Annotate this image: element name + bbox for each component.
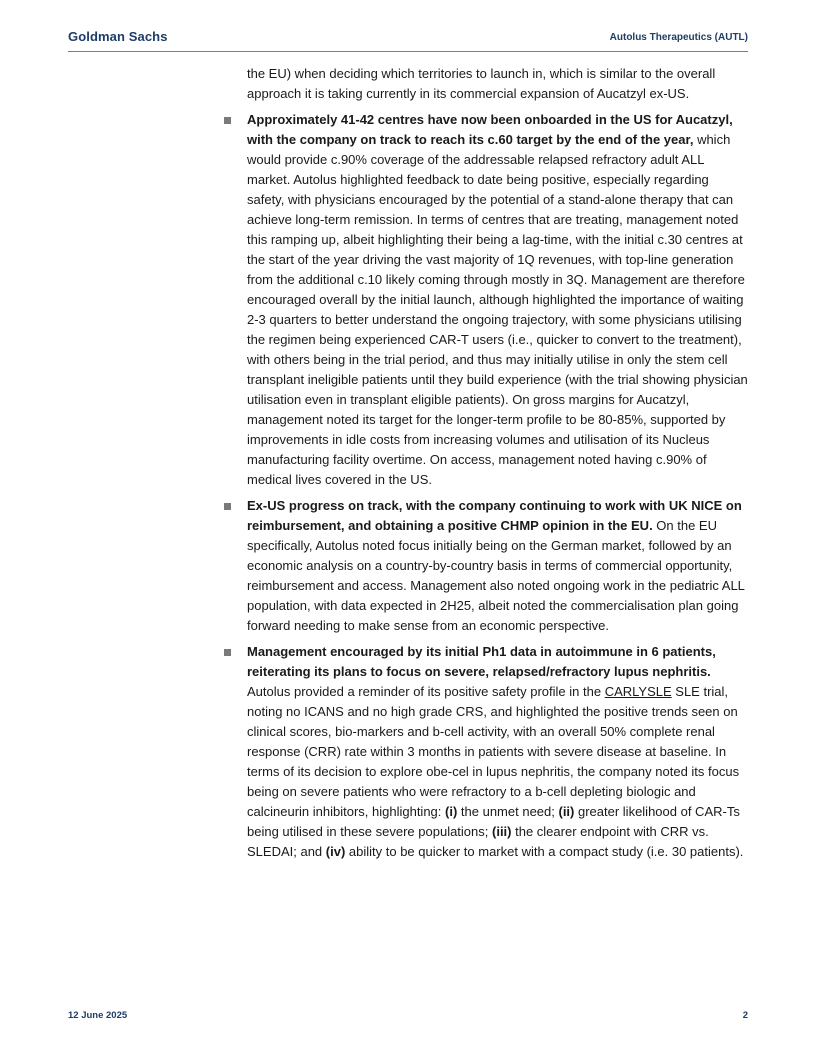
bullet-square-icon [224,649,231,656]
bullet-body: ability to be quicker to market with a compact study (i.e. 30 patients). [345,844,744,859]
bullet-item-centres [247,110,749,490]
continuation-paragraph: the EU) when deciding which territories to launch in, which is similar to the overall approach it is taking currently in its commercial expansion of Aucatzyl ex-US. [247,66,716,101]
bullet-headline: Ex-US progress on track, with the company continuing to work with UK NICE on reimbursement, and obtaining a positive CHMP opinion in the EU. [247,498,742,533]
bullet-body: Autolus provided a reminder of its positive safety profile in the [247,684,605,699]
page-number: 2 [742,1010,748,1021]
bullet-item-autoimmune [247,642,749,862]
carlysle-trial-link[interactable]: CARLYSLE [604,684,672,699]
report-date: 12 June 2025 [68,1010,128,1021]
company-ticker: Autolus Therapeutics (AUTL) [609,32,748,43]
firm-name: Goldman Sachs [68,29,168,44]
bullet-headline: Approximately 41-42 centres have now been onboarded in the US for Aucatzyl, with the company on track to reach its c.60 target by the end of the year, [247,112,733,147]
bullet-body: the unmet need; [457,804,559,819]
bullet-body: SLE trial, noting no ICANS and no high grade CRS, and highlighted the positive trends seen on clinical scores, bio-markers and b-cell activity, with an overall 50% complete renal response (CRR) rate within 3 months in patients with severe disease at baseline. In terms of its decision to explore obe-cel in lupus nephritis, the company noted its focus being on severe patients who were refractory to a b-cell depleting biologic and calcineurin inhibitors, highlighting: [247,684,740,819]
list-marker: (iv) [325,844,346,859]
list-marker: (ii) [558,804,575,819]
bullet-square-icon [224,117,231,124]
bullet-body: which would provide c.90% coverage of the addressable relapsed refractory adult ALL market. Autolus highlighted feedback to date being positive, especially regarding safety, with physicians encouraged by the potential of a stand-alone therapy that can achieve long-term remission. In terms of centres that are treating, management noted this ramping up, albeit highlighting their being a lag-time, with the initial c.30 centres at the start of the year driving the vast majority of 1Q revenues, with top-line generation from the additional c.10 likely coming through mostly in 3Q. Management are therefore encouraged overall by the initial launch, although highlighted the importance of waiting 2-3 quarters to better understand the ongoing trajectory, with some physicians utilising the regimen being experienced CAR-T users (i.e., quicker to convert to the treatment), with others being in the trial period, and thus may initially utilise in only the stem cell transplant ineligible patients until they build experience (with the trial showing physician utilisation even in transplant eligible patients). On gross margins for Aucatzyl, management noted its target for the longer-term profile to be 80-85%, supported by improvements in idle costs from increasing volumes and utilisation of its Nucleus manufacturing facility overtime. On access, management noted having c.90% of medical lives covered in the US. [247,132,748,487]
bullet-item-ex-us [247,496,749,636]
bullet-body: On the EU specifically, Autolus noted focus initially being on the German market, followed by an economic analysis on a country-by-country basis in terms of commercial opportunity, reimbursement and access. Management also noted ongoing work in the pediatric ALL population, with data expected in 2H25, albeit noted the commercialisation plan going forward needing to make sense from an economic perspective. [247,518,745,633]
bullet-body: greater likelihood of CAR-Ts being utilised in these severe populations; [247,804,740,839]
header-divider [68,51,748,52]
report-body [247,64,749,862]
bullet-headline: Management encouraged by its initial Ph1 data in autoimmune in 6 patients, reiterating its plans to focus on severe, relapsed/refractory lupus nephritis. [247,644,716,679]
bullet-body: the clearer endpoint with CRR vs. SLEDAI; and [247,824,709,859]
list-marker: (iii) [492,824,512,839]
bullet-square-icon [224,503,231,510]
list-marker: (i) [445,804,458,819]
